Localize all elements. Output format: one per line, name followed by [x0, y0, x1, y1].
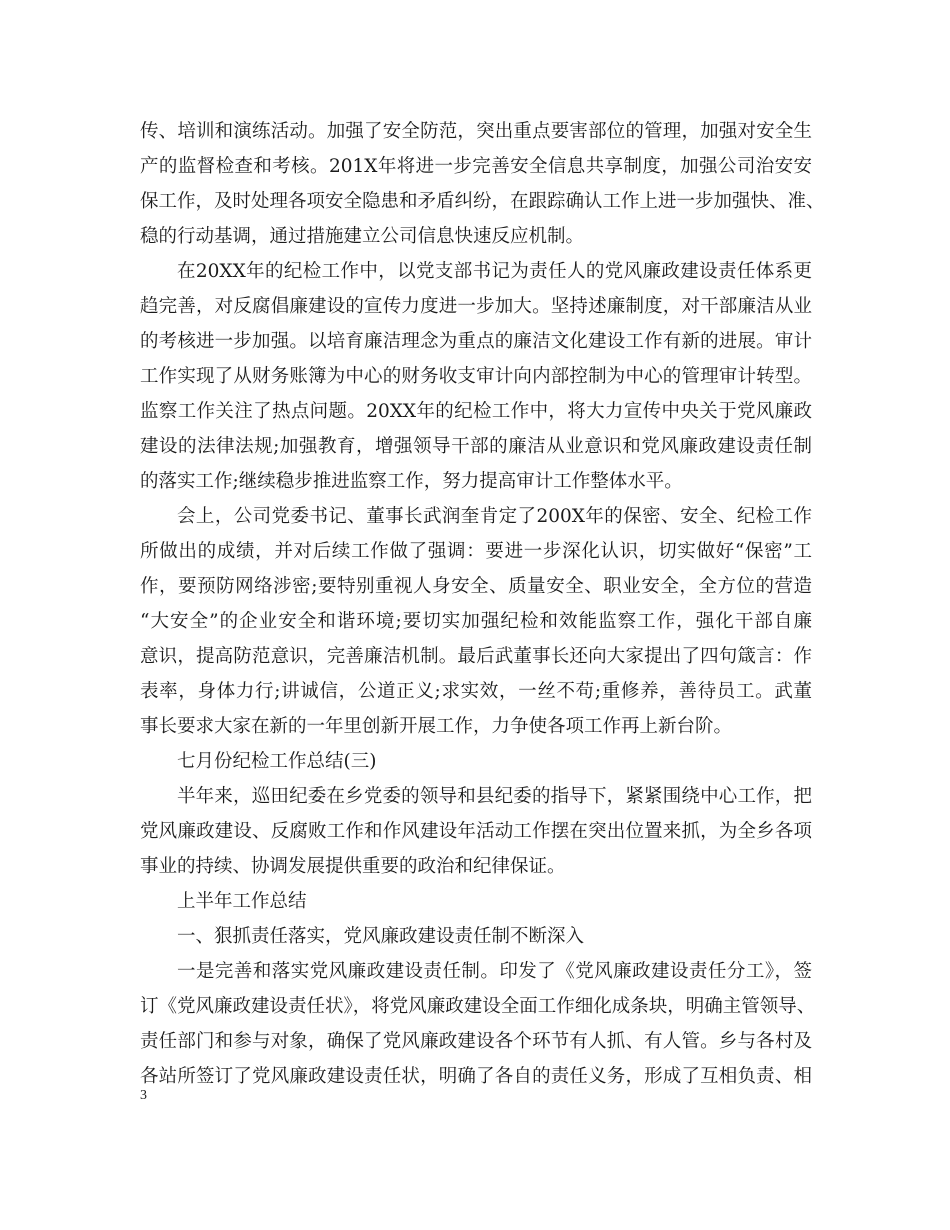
text-line: 的考核进一步加强。以培育廉洁理念为重点的廉洁文化建设工作有新的进展。审计: [140, 331, 812, 352]
document-body: [140, 114, 825, 1094]
text-line: 的落实工作;继续稳步推进监察工作，努力提高审计工作整体水平。: [140, 471, 683, 492]
text-line: 稳的行动基调，通过措施建立公司信息快速反应机制。: [140, 226, 585, 247]
text-line: 一是完善和落实党风廉政建设责任制。印发了《党风廉政建设责任分工》，签: [177, 961, 812, 982]
text-line: 会上，公司党委书记、董事长武润奎肯定了200X年的保密、安全、纪检工作: [177, 506, 812, 527]
text-line: 作，要预防网络涉密;要特别重视人身安全、质量安全、职业安全，全方位的营造: [140, 576, 812, 597]
text-line: 表率，身体力行;讲诚信，公道正义;求实效，一丝不苟;重修养，善待员工。武董: [140, 681, 812, 702]
text-line: 上半年工作总结: [177, 891, 307, 912]
text-line: 监察工作关注了热点问题。20XX年的纪检工作中，将大力宣传中央关于党风廉政: [140, 401, 812, 422]
text-line: 意识，提高防范意识，完善廉洁机制。最后武董事长还向大家提出了四句箴言：作: [140, 646, 812, 667]
text-line: 七月份纪检工作总结(三): [177, 751, 377, 772]
text-line: 所做出的成绩，并对后续工作做了强调：要进一步深化认识，切实做好“保密”工: [140, 541, 812, 562]
text-line: 事业的持续、协调发展提供重要的政治和纪律保证。: [140, 856, 566, 877]
page-number: 3: [140, 1088, 147, 1103]
text-line: 建设的法律法规;加强教育，增强领导干部的廉洁从业意识和党风廉政建设责任制: [140, 436, 812, 457]
text-line: 各站所签订了党风廉政建设责任状，明确了各自的责任义务，形成了互相负责、相: [140, 1066, 812, 1087]
text-line: “大安全”的企业安全和谐环境;要切实加强纪检和效能监察工作，强化干部自廉: [140, 611, 812, 632]
text-line: 产的监督检查和考核。201X年将进一步完善安全信息共享制度，加强公司治安安: [140, 156, 812, 177]
text-line: 在20XX年的纪检工作中，以党支部书记为责任人的党风廉政建设责任体系更: [177, 261, 812, 282]
text-line: 趋完善，对反腐倡廉建设的宣传力度进一步加大。坚持述廉制度，对干部廉洁从业: [140, 296, 812, 317]
text-line: 订《党风廉政建设责任状》，将党风廉政建设全面工作细化成条块，明确主管领导、: [140, 996, 816, 1017]
text-line: 传、培训和演练活动。加强了安全防范，突出重点要害部位的管理，加强对安全生: [140, 121, 812, 142]
text-line: 事长要求大家在新的一年里创新开展工作，力争使各项工作再上新台阶。: [140, 716, 733, 737]
text-line: 党风廉政建设、反腐败工作和作风建设年活动工作摆在突出位置来抓，为全乡各项: [140, 821, 812, 842]
text-line: 工作实现了从财务账簿为中心的财务收支审计向内部控制为中心的管理审计转型。: [140, 366, 812, 387]
text-line: 一、狠抓责任落实，党风廉政建设责任制不断深入: [177, 926, 585, 947]
text-line: 保工作，及时处理各项安全隐患和矛盾纠纷，在跟踪确认工作上进一步加强快、准、: [140, 191, 825, 212]
text-line: 责任部门和参与对象，确保了党风廉政建设各个环节有人抓、有人管。乡与各村及: [140, 1031, 812, 1052]
text-line: 半年来，巡田纪委在乡党委的领导和县纪委的指导下，紧紧围绕中心工作，把: [177, 786, 812, 807]
